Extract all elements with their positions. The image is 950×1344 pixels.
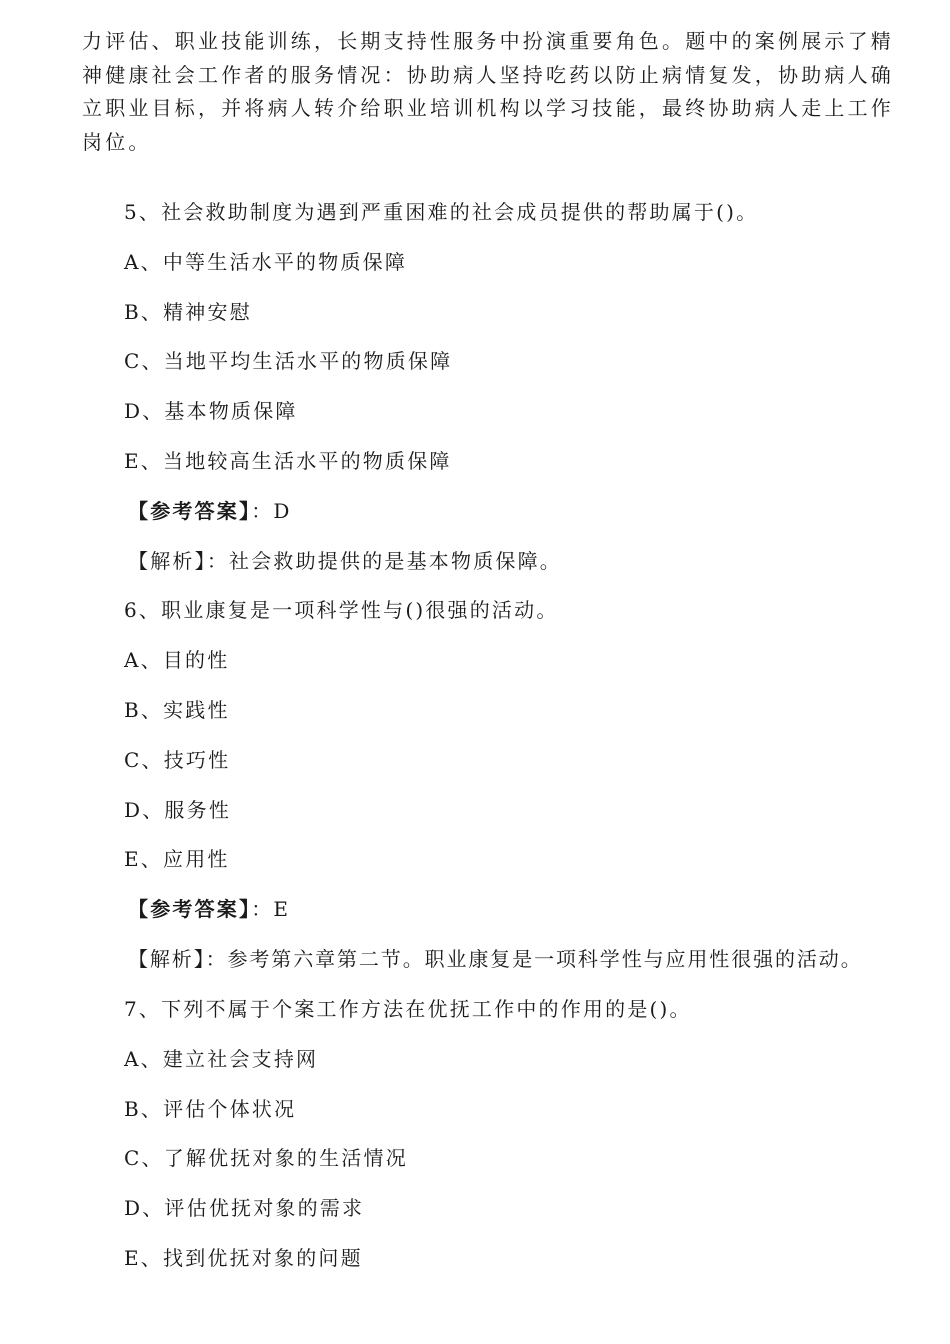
question-6-option-a: A、目的性 <box>124 648 230 672</box>
analysis-line: 力评估、职业技能训练，长期支持性服务中扮演重要角色。题中的案例展示了精 <box>82 29 894 53</box>
question-5-option-c: C、当地平均生活水平的物质保障 <box>124 349 453 373</box>
analysis-line: 立职业目标，并将病人转介给职业培训机构以学习技能，最终协助病人走上工作 <box>82 96 894 120</box>
question-6-answer <box>128 895 290 923</box>
analysis-continuation <box>82 0 894 159</box>
analysis-line: 神健康社会工作者的服务情况：协助病人坚持吃药以防止病情复发，协助病人确 <box>82 62 894 87</box>
question-7-option-b: B、评估个体状况 <box>124 1097 297 1121</box>
question-6-option-c: C、技巧性 <box>124 748 231 772</box>
question-5-option-b: B、精神安慰 <box>124 300 252 324</box>
analysis-text: ：社会救助提供的是基本物质保障。 <box>206 549 563 573</box>
question-6-option-b: B、实践性 <box>124 698 230 722</box>
question-7-option-a: A、建立社会支持网 <box>124 1047 319 1071</box>
answer-value: ：D <box>251 499 292 523</box>
question-7-option-c: C、了解优抚对象的生活情况 <box>124 1146 408 1170</box>
answer-label: 【参考答案】 <box>128 499 252 523</box>
question-7-stem: 7、下列不属于个案工作方法在优抚工作中的作用的是()。 <box>124 997 692 1021</box>
analysis-text: ：参考第六章第二节。职业康复是一项科学性与应用性很强的活动。 <box>205 947 863 971</box>
question-7-option-d: D、评估优抚对象的需求 <box>124 1196 365 1220</box>
question-5-option-d: D、基本物质保障 <box>124 399 298 423</box>
analysis-label: 【解析】 <box>128 947 206 971</box>
question-6-option-e: E、应用性 <box>124 847 230 871</box>
answer-label: 【参考答案】 <box>128 897 252 921</box>
question-6-analysis <box>128 945 863 973</box>
answer-value: ：E <box>251 897 291 921</box>
question-7-option-e: E、找到优抚对象的问题 <box>124 1246 363 1270</box>
question-5-stem: 5、社会救助制度为遇到严重困难的社会成员提供的帮助属于()。 <box>124 200 759 224</box>
question-5-analysis <box>128 547 562 575</box>
question-6-stem: 6、职业康复是一项科学性与()很强的活动。 <box>124 598 559 622</box>
question-5-answer <box>128 497 292 525</box>
question-5-option-a: A、中等生活水平的物质保障 <box>124 250 408 274</box>
analysis-line: 岗位。 <box>82 129 152 154</box>
question-6-option-d: D、服务性 <box>124 798 232 822</box>
question-5-option-e: E、当地较高生活水平的物质保障 <box>124 449 452 473</box>
analysis-label: 【解析】 <box>128 549 207 573</box>
